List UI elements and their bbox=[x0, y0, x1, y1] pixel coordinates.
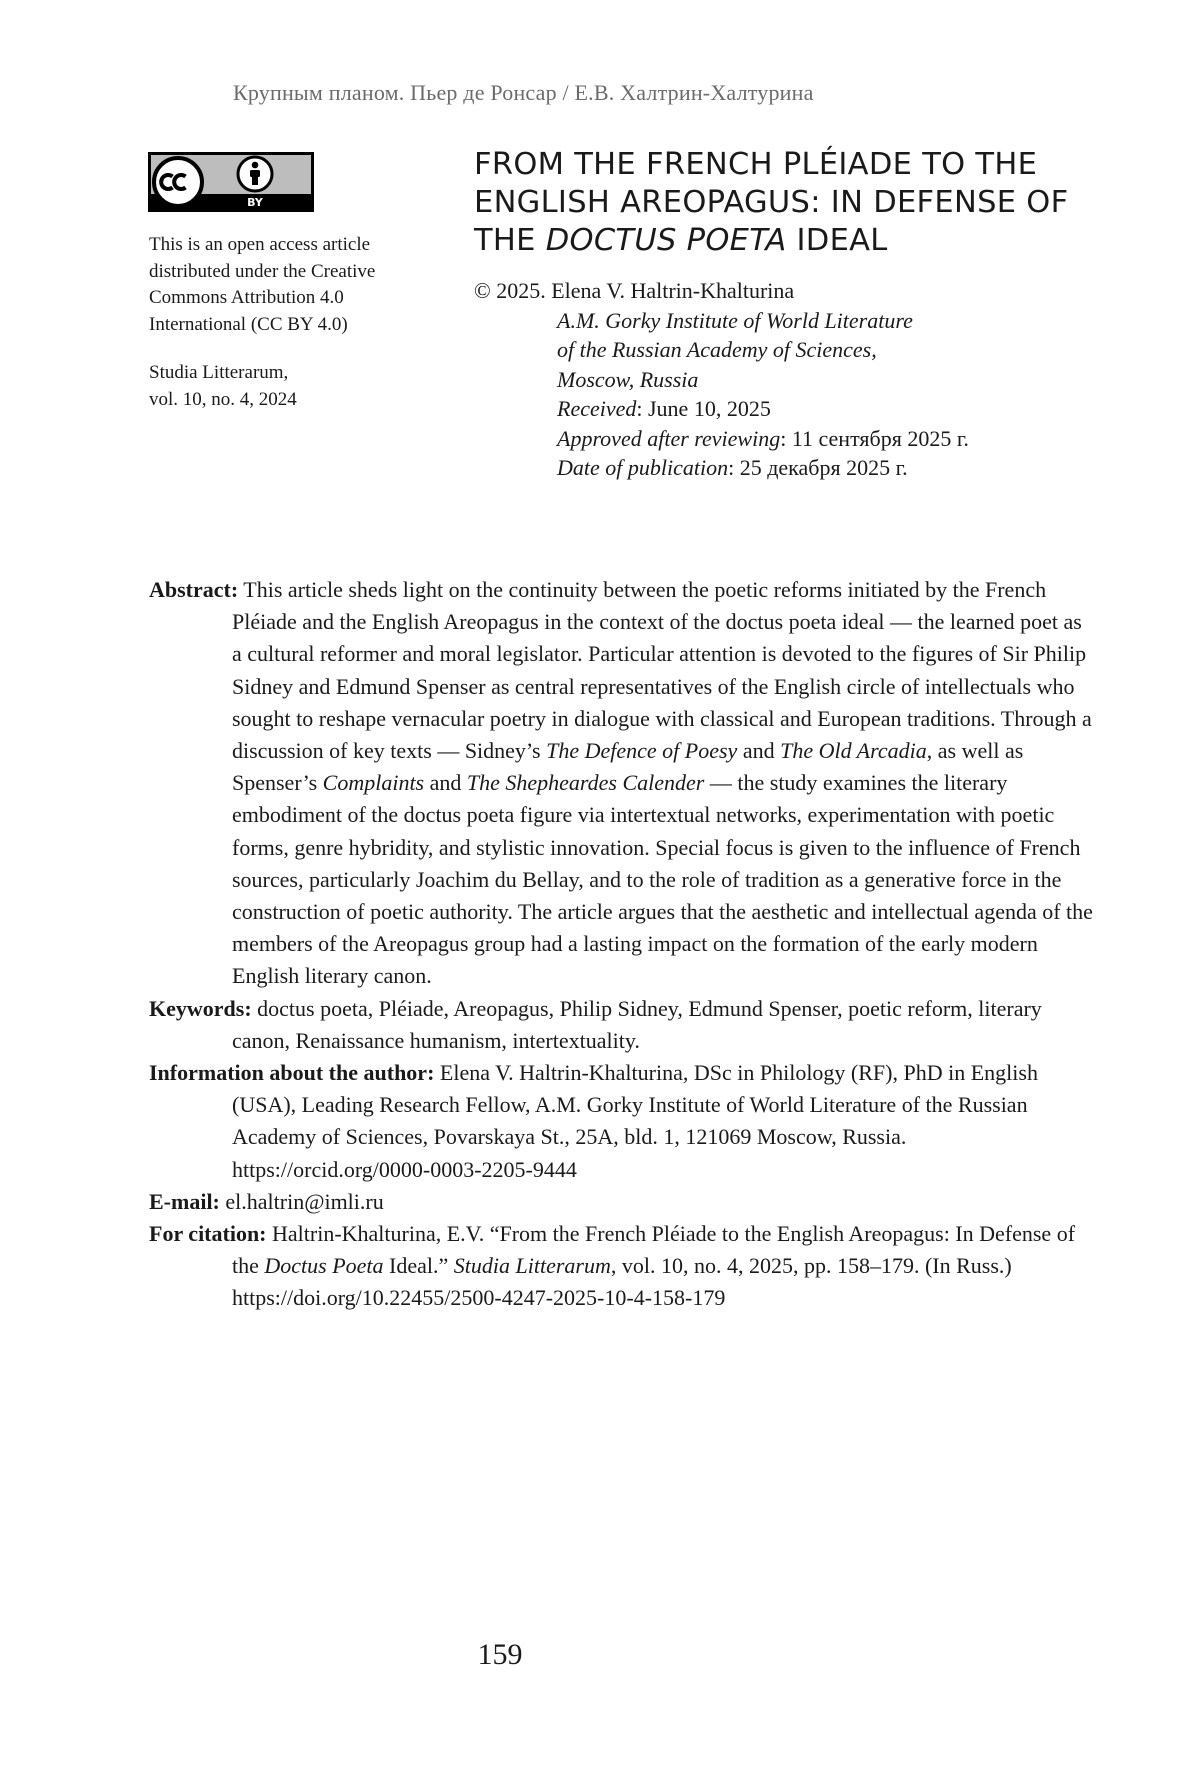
email-address[interactable]: el.haltrin@imli.ru bbox=[219, 1188, 384, 1214]
license-line: International (CC BY 4.0) bbox=[149, 313, 348, 335]
article-title: FROM THE FRENCH PLÉIADE TO THE ENGLISH AREOPAGUS: IN DEFENSE OF THE DOCTUS POETA IDEAL bbox=[474, 147, 1069, 258]
abstract-label: Abstract: bbox=[149, 577, 239, 602]
title-block bbox=[474, 146, 1114, 483]
citation-label: For citation: bbox=[149, 1221, 267, 1247]
page-number: 159 bbox=[477, 1638, 523, 1671]
running-header: Крупным планом. Пьер де Ронсар / Е.В. Халтрин-Халтурина bbox=[233, 80, 814, 105]
author-information: Information about the author: Elena V. Haltrin-Khalturina, DSc in Philology (RF), PhD in English (USA), Leading Research Fellow, A.M. Gorky Institute of World Literature of the Russian Academy of Sciences, Povarskaya St., 25A, bld. 1, 121069 Moscow, Russia. https://orcid.org/0000-0003-2205-9444 bbox=[149, 1060, 1038, 1182]
attribution-person-icon bbox=[238, 157, 272, 191]
email-label: E-mail: bbox=[149, 1188, 220, 1214]
abstract: Abstract: This article sheds light on the continuity between the poetic reforms initiated by the French Pléiade and the English Areopagus in the context of the doctus poeta ideal — the learned poet as a cultural reformer and moral legislator. Particular attention is devoted to the figures of Sir Philip Sidney and Edmund Spenser as central representatives of the English circle of intellectuals who sought to reshape vernacular poetry in dialogue with classical and European traditions. Through a discussion of key texts — Sidney’s The Defence of Poesy and The Old Arcadia, as well as Spenser’s Complaints and The Shepheardes Calender — the study examines the literary embodiment of the doctus poeta figure via intertextual networks, experimentation with poetic forms, genre hybridity, and stylistic innovation. Special focus is given to the influence of French sources, particularly Joachim du Bellay, and to the role of tradition as a generative force in the construction of poetic authority. The article argues that the aesthetic and intellectual agenda of the members of the Areopagus group had a lasting impact on the formation of the early modern English literary canon. bbox=[149, 577, 1093, 989]
license-line: This is an open access article bbox=[149, 234, 371, 255]
affiliation-line: of the Russian Academy of Sciences, bbox=[557, 337, 877, 362]
affiliation-line: A.M. Gorky Institute of World Literature bbox=[557, 307, 913, 333]
keywords-label: Keywords: bbox=[149, 995, 252, 1021]
author-metadata bbox=[474, 276, 1114, 483]
cc-by-label: BY bbox=[247, 196, 263, 209]
journal-volume: vol. 10, no. 4, 2024 bbox=[149, 388, 297, 410]
approved-date: Approved after reviewing: 11 сентября 2025 г. bbox=[557, 425, 969, 451]
journal-reference bbox=[149, 360, 439, 413]
cc-icon bbox=[154, 158, 202, 206]
license-line: distributed under the Creative bbox=[149, 260, 376, 282]
citation: For citation: Haltrin-Khalturina, E.V. “From the French Pléiade to the English Areopagus: In Defense of the Doctus Poeta Ideal.” Studia Litterarum, vol. 10, no. 4, 2025, pp. 158–179. (In Russ.) https://doi.org/10.22455/2500-4247-2025-10-4-158-179 bbox=[149, 1221, 1076, 1311]
journal-name: Studia Litterarum, bbox=[149, 362, 289, 383]
copyright-author: © 2025. Elena V. Haltrin-Khalturina bbox=[474, 278, 795, 303]
affiliation-line: Moscow, Russia bbox=[557, 366, 699, 392]
author-information-label: Information about the author: bbox=[149, 1060, 435, 1086]
abstract-section bbox=[149, 574, 1097, 1315]
cc-by-license-badge[interactable] bbox=[148, 152, 314, 212]
received-date: Received: June 10, 2025 bbox=[557, 396, 771, 421]
email bbox=[149, 1186, 1097, 1218]
license-line: Commons Attribution 4.0 bbox=[149, 287, 344, 308]
publication-date: Date of publication: 25 декабря 2025 г. bbox=[557, 455, 908, 480]
keywords: Keywords: doctus poeta, Pléiade, Areopagus, Philip Sidney, Edmund Spenser, poetic reform, literary canon, Renaissance humanism, intertextuality. bbox=[149, 995, 1042, 1053]
license-note bbox=[149, 232, 439, 413]
